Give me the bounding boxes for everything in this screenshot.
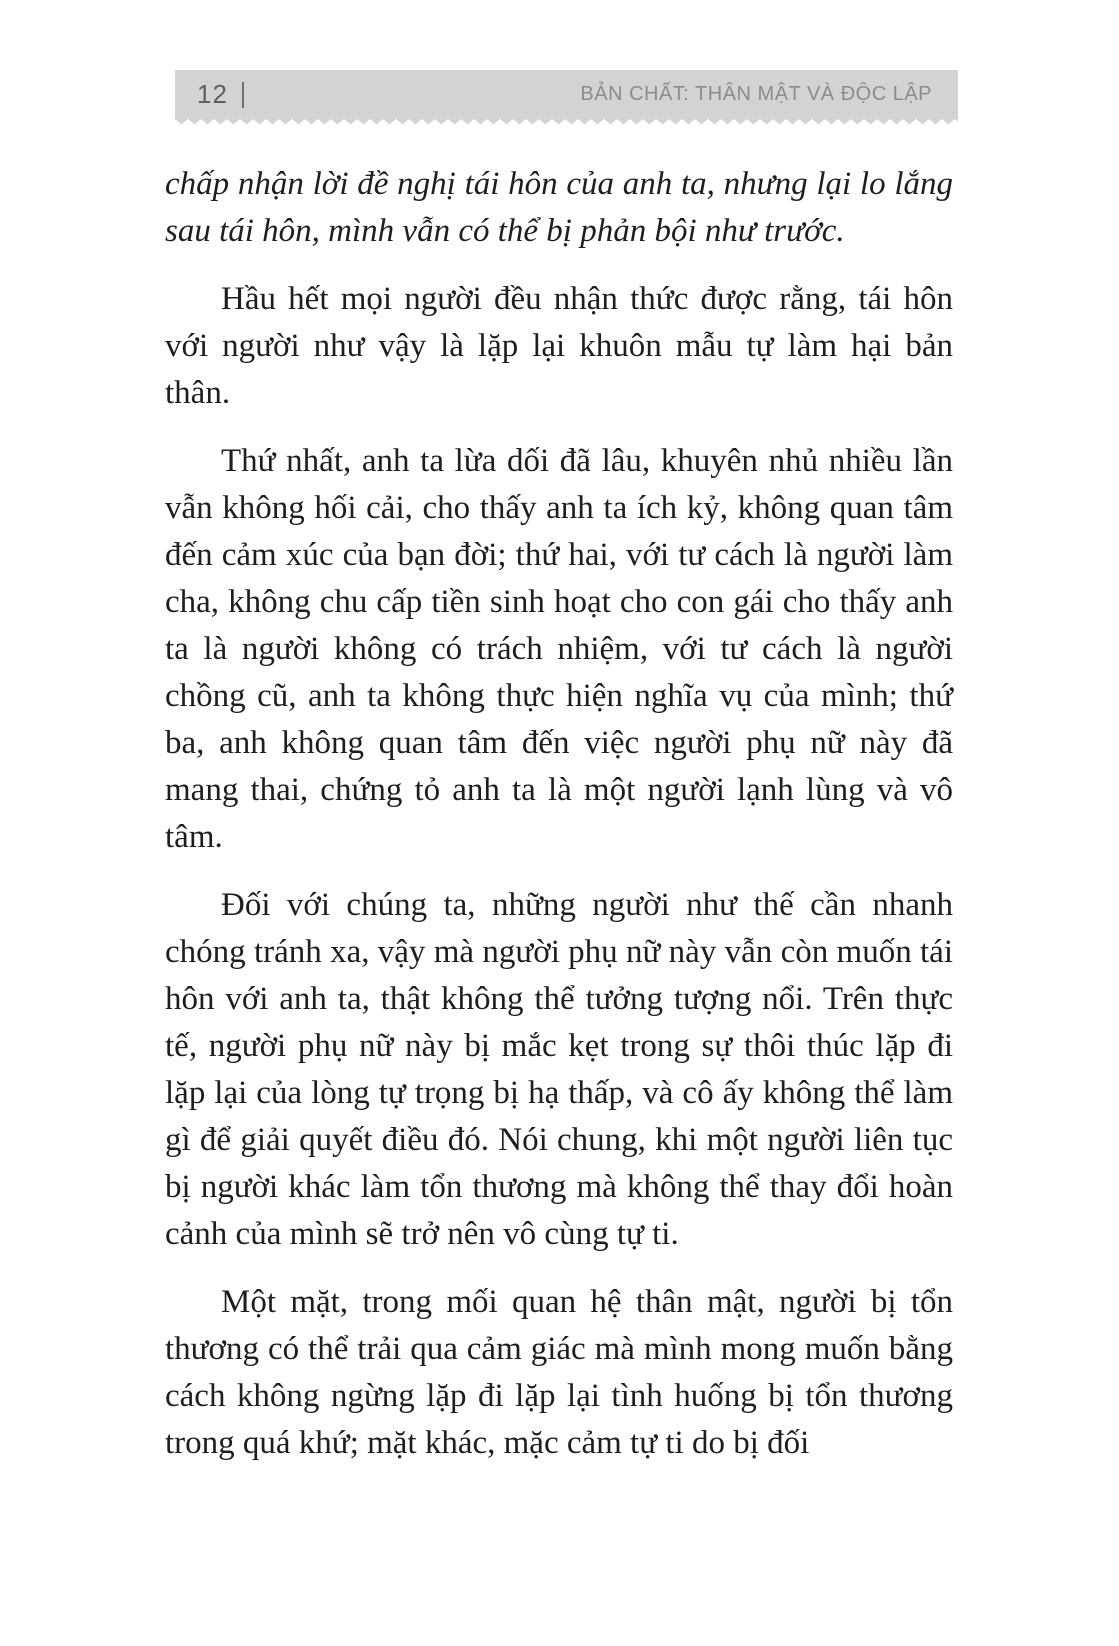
page-body	[165, 161, 953, 1488]
paragraph: Thứ nhất, anh ta lừa dối đã lâu, khuyên nhủ nhiều lần vẫn không hối cải, cho thấy anh ta ích kỷ, không quan tâm đến cảm xúc của bạn đời; thứ hai, với tư cách là người làm cha, không chu cấp tiền sinh hoạt cho con gái cho thấy anh ta là người không có trách nhiệm, với tư cách là người chồng cũ, anh ta không thực hiện nghĩa vụ của mình; thứ ba, anh không quan tâm đến việc người phụ nữ này đã mang thai, chứng tỏ anh ta là một người lạnh lùng và vô tâm.	[165, 443, 953, 855]
page-header	[175, 70, 958, 119]
zigzag-edge-decoration	[175, 119, 958, 126]
paragraph: Hầu hết mọi người đều nhận thức được rằng, tái hôn với người như vậy là lặp lại khuôn mẫu tự làm hại bản thân.	[165, 281, 953, 411]
paragraph-lead-in: chấp nhận lời đề nghị tái hôn của anh ta, nhưng lại lo lắng sau tái hôn, mình vẫn có thể bị phản bội như trước.	[165, 166, 953, 249]
header-divider	[242, 82, 244, 108]
paragraph: Một mặt, trong mối quan hệ thân mật, người bị tổn thương có thể trải qua cảm giác mà mình mong muốn bằng cách không ngừng lặp đi lặp lại tình huống bị tổn thương trong quá khứ; mặt khác, mặc cảm tự ti do bị đối	[165, 1284, 953, 1461]
page-number: 12	[197, 79, 228, 109]
page-number-group	[197, 79, 244, 110]
chapter-title: BẢN CHẤT: THÂN MẬT VÀ ĐỘC LẬP	[580, 83, 932, 105]
paragraph: Đối với chúng ta, những người như thế cần nhanh chóng tránh xa, vậy mà người phụ nữ này vẫn còn muốn tái hôn với anh ta, thật không thể tưởng tượng nổi. Trên thực tế, người phụ nữ này bị mắc kẹt trong sự thôi thúc lặp đi lặp lại của lòng tự trọng bị hạ thấp, và cô ấy không thể làm gì để giải quyết điều đó. Nói chung, khi một người liên tục bị người khác làm tổn thương mà không thể thay đổi hoàn cảnh của mình sẽ trở nên vô cùng tự ti.	[165, 887, 953, 1252]
